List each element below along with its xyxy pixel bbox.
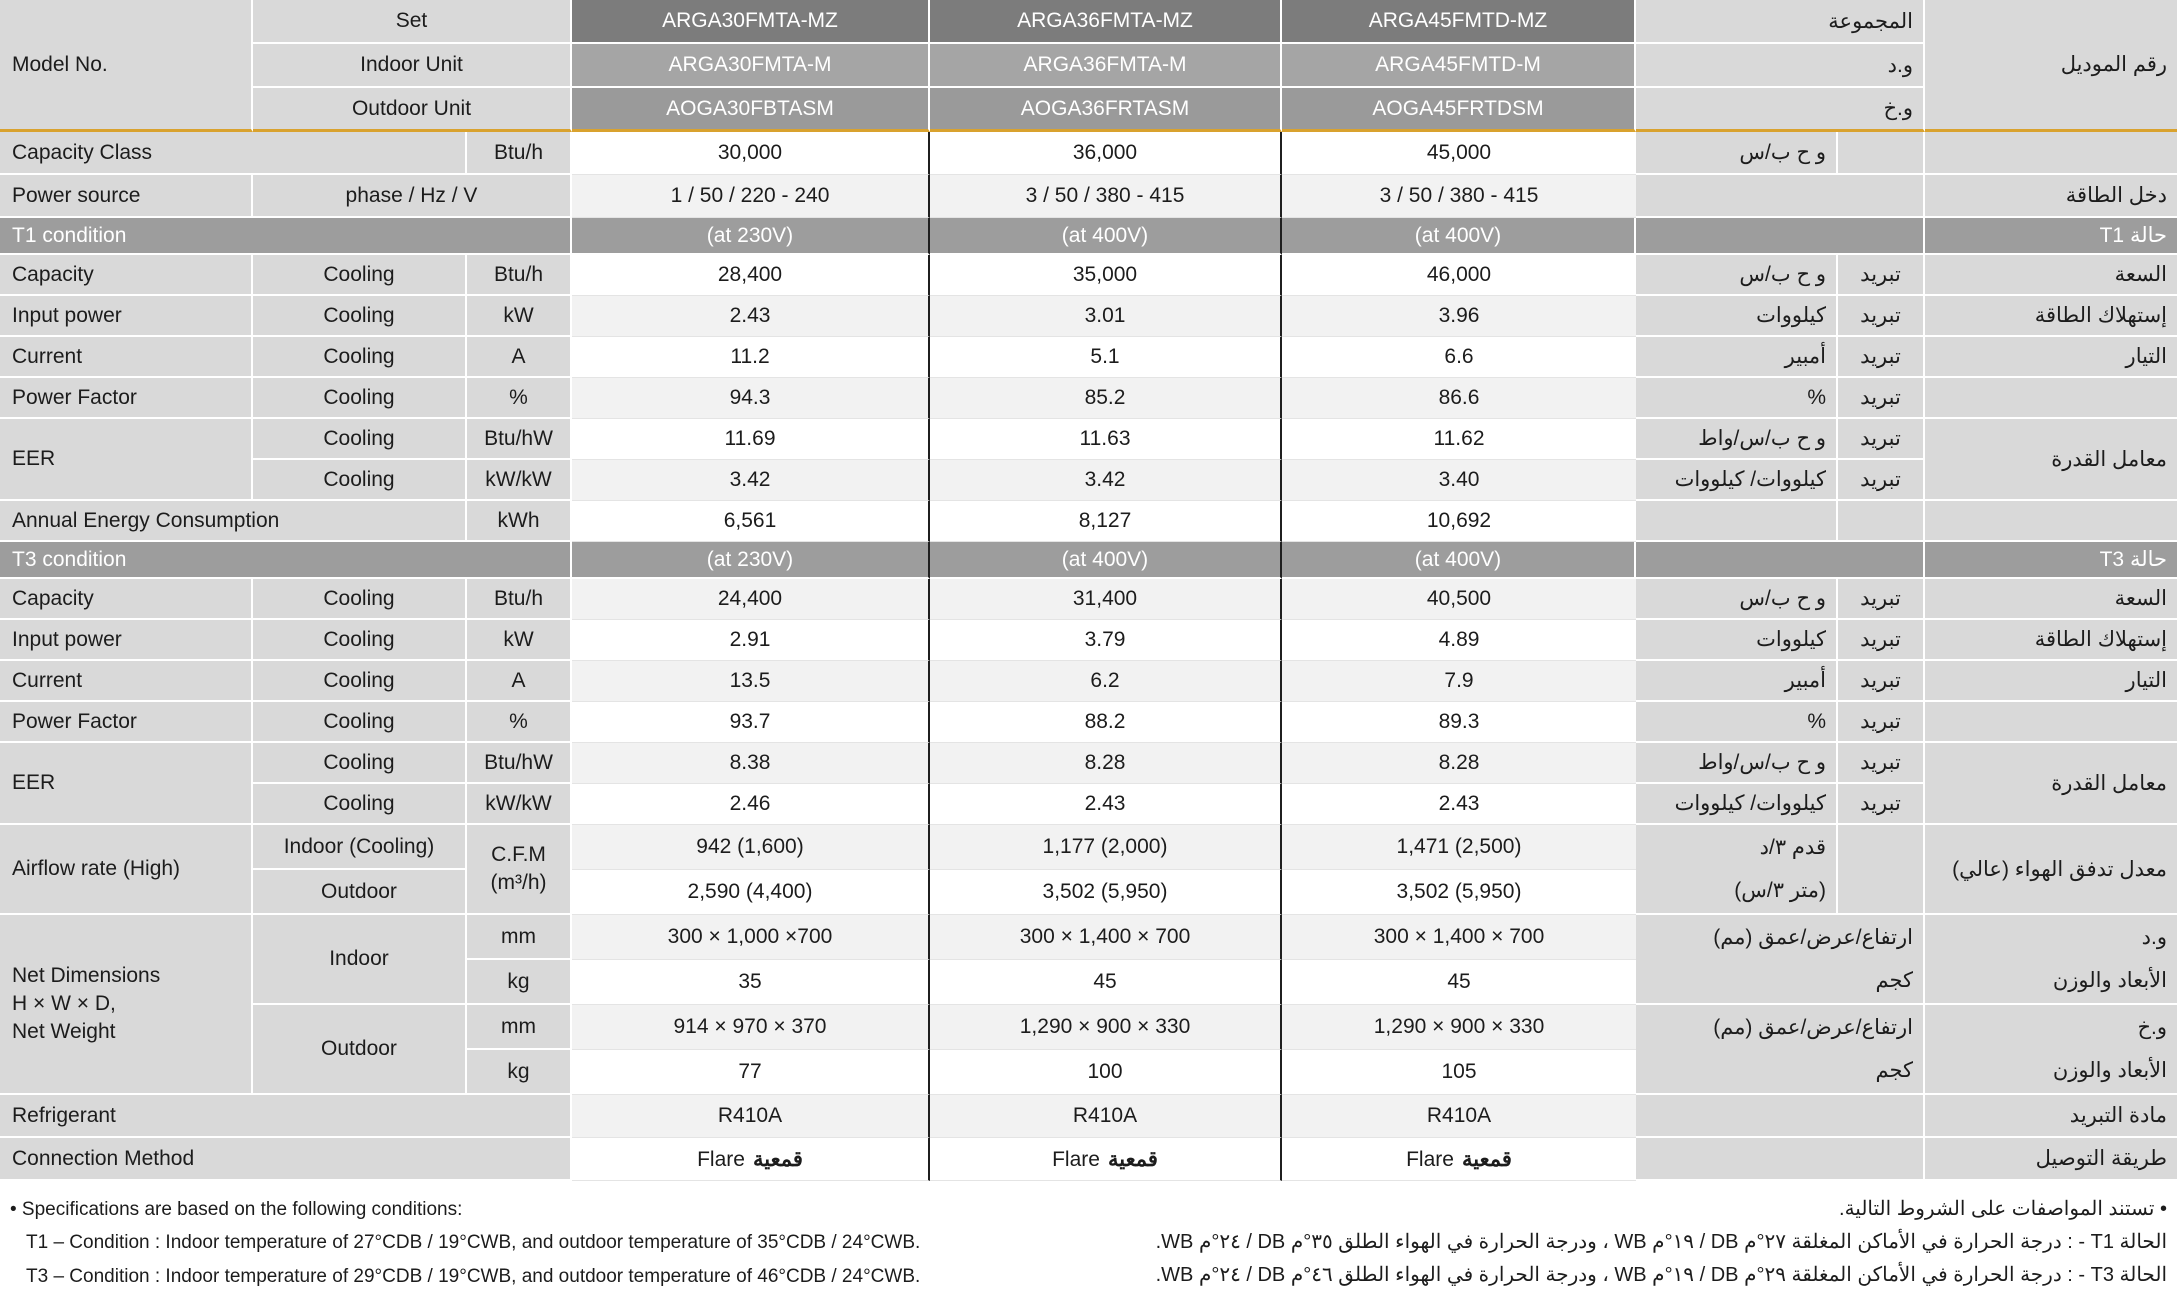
dims-indoor-kg-unit: kg — [467, 960, 572, 1005]
dims-indoor-ar-unit-line2: كجم — [1875, 969, 1913, 992]
t1-current-value-3: 6.6 — [1282, 337, 1636, 378]
empty-cell — [1636, 501, 1838, 542]
dims-indoor-kg-value-3: 45 — [1282, 960, 1636, 1005]
capacity-class-value-1: 30,000 — [572, 132, 930, 175]
t1-capacity-ar-mode: تبريد — [1838, 255, 1925, 296]
t1-capacity-mode: Cooling — [253, 255, 467, 296]
airflow-indoor-mode: Indoor (Cooling) — [253, 825, 467, 870]
dims-outdoor-kg-value-2: 100 — [930, 1050, 1282, 1095]
footnote-ar-conditions: • تستند المواصفات على الشروط التالية. — [1839, 1198, 2167, 1220]
t1-current-value-1: 11.2 — [572, 337, 930, 378]
dims-indoor-mm-value-2: 300 × 1,400 × 700 — [930, 915, 1282, 960]
capacity-class-value-3: 45,000 — [1282, 132, 1636, 175]
model-set-3: ARGA45FMTD-MZ — [1282, 0, 1636, 44]
t1-input-power-value-1: 2.43 — [572, 296, 930, 337]
t1-eer1-mode: Cooling — [253, 419, 467, 460]
t1-eer1-ar-unit: و ح ب/س/واط — [1636, 419, 1838, 460]
dims-indoor-ar-unit — [1636, 915, 1925, 1005]
t3-input-power-value-1: 2.91 — [572, 620, 930, 661]
dims-indoor-mm-value-1: 300 × 1,000 ×700 — [572, 915, 930, 960]
annual-energy-unit: kWh — [467, 501, 572, 542]
row-t1-input-power — [0, 296, 2177, 337]
model-indoor-3: ARGA45FMTD-M — [1282, 44, 1636, 88]
t1-input-power-mode: Cooling — [253, 296, 467, 337]
empty-cell — [1838, 825, 1925, 915]
t3-capacity-mode: Cooling — [253, 579, 467, 620]
t3-capacity-ar-label: السعة — [1925, 579, 2177, 620]
t1-power-factor-mode: Cooling — [253, 378, 467, 419]
t1-eer-ar-label: معامل القدرة — [1925, 419, 2177, 501]
t1-current-mode: Cooling — [253, 337, 467, 378]
t1-input-power-label: Input power — [0, 296, 253, 337]
model-set-1: ARGA30FMTA-MZ — [572, 0, 930, 44]
t3-eer1-value-3: 8.28 — [1282, 743, 1636, 784]
dimensions-label-line2: H × W × D, — [12, 992, 116, 1016]
row-t1-band — [0, 218, 2177, 255]
t1-current-ar-unit: أمبير — [1636, 337, 1838, 378]
dims-outdoor-ar-label — [1925, 1005, 2177, 1095]
connection-value-en: Flare — [697, 1147, 745, 1171]
airflow-outdoor-value-3: 3,502 (5,950) — [1282, 870, 1636, 915]
t3-capacity-label: Capacity — [0, 579, 253, 620]
power-source-ar-label: دخل الطاقة — [1925, 175, 2177, 218]
t3-capacity-value-1: 24,400 — [572, 579, 930, 620]
t3-eer1-mode: Cooling — [253, 743, 467, 784]
model-outdoor-2: AOGA36FRTASM — [930, 88, 1282, 132]
t1-eer2-value-2: 3.42 — [930, 460, 1282, 501]
t1-band-ar-label: حالة T1 — [1925, 218, 2177, 255]
empty-cell — [1636, 1095, 1925, 1138]
empty-cell — [1838, 132, 1925, 175]
annual-energy-value-2: 8,127 — [930, 501, 1282, 542]
dims-outdoor-mm-unit: mm — [467, 1005, 572, 1050]
t1-power-factor-value-1: 94.3 — [572, 378, 930, 419]
dims-outdoor-mm-value-1: 914 × 970 × 370 — [572, 1005, 930, 1050]
t3-eer-ar-label: معامل القدرة — [1925, 743, 2177, 825]
empty-cell — [1636, 175, 1925, 218]
t1-eer-label: EER — [0, 419, 253, 501]
annual-energy-value-1: 6,561 — [572, 501, 930, 542]
empty-cell — [1838, 501, 1925, 542]
dimensions-label — [0, 915, 253, 1095]
footnote-en-t1: T1 – Condition : Indoor temperature of 27°CDB / 19°CWB, and outdoor temperature of 35°CDB / 24°CWB. — [26, 1232, 921, 1254]
row-t3-input-power — [0, 620, 2177, 661]
annual-energy-label: Annual Energy Consumption — [0, 501, 467, 542]
indoor-unit-label: Indoor Unit — [253, 44, 572, 88]
footnote-en-conditions: • Specifications are based on the following conditions: — [10, 1199, 463, 1220]
t1-power-factor-label: Power Factor — [0, 378, 253, 419]
connection-value-ar: قمعية — [1107, 1147, 1158, 1171]
t1-band-volt-1: (at 230V) — [572, 218, 930, 255]
row-t1-capacity — [0, 255, 2177, 296]
dims-indoor-sub: Indoor — [253, 915, 467, 1005]
refrigerant-ar-label: مادة التبريد — [1925, 1095, 2177, 1138]
t3-eer2-unit: kW/kW — [467, 784, 572, 825]
t3-current-value-3: 7.9 — [1282, 661, 1636, 702]
dims-indoor-kg-value-2: 45 — [930, 960, 1282, 1005]
t3-input-power-ar-label: إستهلاك الطاقة — [1925, 620, 2177, 661]
row-t3-capacity — [0, 579, 2177, 620]
t1-eer1-value-1: 11.69 — [572, 419, 930, 460]
t1-eer2-value-1: 3.42 — [572, 460, 930, 501]
t3-input-power-unit: kW — [467, 620, 572, 661]
ar-group-label: المجموعة — [1636, 0, 1925, 44]
dims-outdoor-ar-unit — [1636, 1005, 1925, 1095]
t3-input-power-ar-unit: كيلووات — [1636, 620, 1838, 661]
set-label: Set — [253, 0, 572, 44]
capacity-class-ar-unit: و ح ب/س — [1636, 132, 1838, 175]
airflow-outdoor-mode: Outdoor — [253, 870, 467, 915]
t1-eer1-value-2: 11.63 — [930, 419, 1282, 460]
model-no-label: Model No. — [0, 0, 253, 132]
connection-value-3 — [1282, 1138, 1636, 1181]
airflow-ar-unit — [1636, 825, 1838, 915]
airflow-indoor-value-2: 1,177 (2,000) — [930, 825, 1282, 870]
connection-value-ar: قمعية — [752, 1147, 803, 1171]
t3-eer2-ar-unit: كيلووات/ كيلووات — [1636, 784, 1838, 825]
t1-power-factor-ar-unit: % — [1636, 378, 1838, 419]
t3-power-factor-value-1: 93.7 — [572, 702, 930, 743]
dims-indoor-ar-unit-line1: ارتفاع/عرض/عمق (مم) — [1713, 926, 1913, 949]
airflow-unit-line1: C.F.M — [491, 843, 546, 867]
dims-outdoor-mm-value-2: 1,290 × 900 × 330 — [930, 1005, 1282, 1050]
t3-eer1-unit: Btu/hW — [467, 743, 572, 784]
t1-eer2-unit: kW/kW — [467, 460, 572, 501]
t3-band-label: T3 condition — [0, 542, 572, 579]
t1-capacity-unit: Btu/h — [467, 255, 572, 296]
power-source-label: Power source — [0, 175, 253, 218]
t3-band-ar-label: حالة T3 — [1925, 542, 2177, 579]
t3-capacity-value-2: 31,400 — [930, 579, 1282, 620]
t1-power-factor-value-3: 86.6 — [1282, 378, 1636, 419]
t1-current-unit: A — [467, 337, 572, 378]
t1-capacity-value-3: 46,000 — [1282, 255, 1636, 296]
row-airflow-indoor — [0, 825, 2177, 870]
t3-current-label: Current — [0, 661, 253, 702]
t1-current-value-2: 5.1 — [930, 337, 1282, 378]
t1-current-ar-mode: تبريد — [1838, 337, 1925, 378]
t1-eer2-mode: Cooling — [253, 460, 467, 501]
row-t1-eer-kw — [0, 460, 2177, 501]
empty-cell — [1925, 702, 2177, 743]
t3-power-factor-value-2: 88.2 — [930, 702, 1282, 743]
t3-power-factor-mode: Cooling — [253, 702, 467, 743]
airflow-label: Airflow rate (High) — [0, 825, 253, 915]
connection-value-en: Flare — [1406, 1147, 1454, 1171]
footnotes-ar — [1156, 1193, 2167, 1293]
power-source-value-1: 1 / 50 / 220 - 240 — [572, 175, 930, 218]
t3-capacity-ar-unit: و ح ب/س — [1636, 579, 1838, 620]
connection-value-1 — [572, 1138, 930, 1181]
airflow-outdoor-value-1: 2,590 (4,400) — [572, 870, 930, 915]
dims-outdoor-ar-unit-line1: ارتفاع/عرض/عمق (مم) — [1713, 1016, 1913, 1039]
t3-current-unit: A — [467, 661, 572, 702]
connection-value-ar: قمعية — [1461, 1147, 1512, 1171]
connection-ar-label: طريقة التوصيل — [1925, 1138, 2177, 1181]
empty-cell — [1925, 501, 2177, 542]
row-annual-energy — [0, 501, 2177, 542]
t1-input-power-ar-mode: تبريد — [1838, 296, 1925, 337]
row-t3-power-factor — [0, 702, 2177, 743]
t1-eer2-ar-unit: كيلووات/ كيلووات — [1636, 460, 1838, 501]
model-indoor-2: ARGA36FMTA-M — [930, 44, 1282, 88]
refrigerant-value-1: R410A — [572, 1095, 930, 1138]
airflow-unit-line2: (m³/h) — [490, 871, 547, 894]
airflow-indoor-value-3: 1,471 (2,500) — [1282, 825, 1636, 870]
ar-indoor-label: و.د — [1636, 44, 1925, 88]
t3-eer1-value-2: 8.28 — [930, 743, 1282, 784]
row-dims-indoor-mm — [0, 915, 2177, 960]
capacity-class-unit: Btu/h — [467, 132, 572, 175]
ar-model-no-label: رقم الموديل — [1925, 0, 2177, 132]
dims-indoor-ar-label-line2: الأبعاد والوزن — [2052, 969, 2167, 992]
header-row-set — [0, 0, 2177, 44]
power-source-value-3: 3 / 50 / 380 - 415 — [1282, 175, 1636, 218]
t1-band-volt-2: (at 400V) — [930, 218, 1282, 255]
dims-outdoor-mm-value-3: 1,290 × 900 × 330 — [1282, 1005, 1636, 1050]
t1-capacity-value-1: 28,400 — [572, 255, 930, 296]
t3-power-factor-ar-mode: تبريد — [1838, 702, 1925, 743]
t3-capacity-ar-mode: تبريد — [1838, 579, 1925, 620]
t3-capacity-value-3: 40,500 — [1282, 579, 1636, 620]
t3-power-factor-label: Power Factor — [0, 702, 253, 743]
power-source-sub: phase / Hz / V — [253, 175, 572, 218]
dimensions-label-line3: Net Weight — [12, 1019, 116, 1043]
model-outdoor-1: AOGA30FBTASM — [572, 88, 930, 132]
outdoor-unit-label: Outdoor Unit — [253, 88, 572, 132]
footnotes-en — [10, 1193, 920, 1293]
dims-outdoor-kg-unit: kg — [467, 1050, 572, 1095]
t1-band-label: T1 condition — [0, 218, 572, 255]
capacity-class-value-2: 36,000 — [930, 132, 1282, 175]
t3-power-factor-value-3: 89.3 — [1282, 702, 1636, 743]
row-connection-method — [0, 1138, 2177, 1181]
footnote-ar-t1: الحالة T1 - : درجة الحرارة في الأماكن المغلقة ٢٧°م DB / ١٩°م WB ، ودرجة الحرارة في الهواء الطلق ٣٥°م DB / ٢٤°م WB. — [1155, 1231, 2167, 1253]
row-power-source — [0, 175, 2177, 218]
airflow-outdoor-value-2: 3,502 (5,950) — [930, 870, 1282, 915]
t3-eer-label: EER — [0, 743, 253, 825]
t1-input-power-value-3: 3.96 — [1282, 296, 1636, 337]
empty-cell — [1636, 1138, 1925, 1181]
dims-indoor-mm-value-3: 300 × 1,400 × 700 — [1282, 915, 1636, 960]
t1-capacity-ar-label: السعة — [1925, 255, 2177, 296]
connection-label: Connection Method — [0, 1138, 572, 1181]
t3-input-power-value-2: 3.79 — [930, 620, 1282, 661]
refrigerant-value-3: R410A — [1282, 1095, 1636, 1138]
annual-energy-value-3: 10,692 — [1282, 501, 1636, 542]
footnotes — [0, 1181, 2177, 1293]
airflow-ar-label: معدل تدفق الهواء (عالي) — [1925, 825, 2177, 915]
t1-capacity-value-2: 35,000 — [930, 255, 1282, 296]
t1-input-power-ar-unit: كيلووات — [1636, 296, 1838, 337]
t3-input-power-label: Input power — [0, 620, 253, 661]
row-refrigerant — [0, 1095, 2177, 1138]
t3-current-value-1: 13.5 — [572, 661, 930, 702]
t3-eer2-value-1: 2.46 — [572, 784, 930, 825]
model-outdoor-3: AOGA45FRTDSM — [1282, 88, 1636, 132]
t1-input-power-value-2: 3.01 — [930, 296, 1282, 337]
row-capacity-class — [0, 132, 2177, 175]
t3-current-ar-unit: أمبير — [1636, 661, 1838, 702]
refrigerant-label: Refrigerant — [0, 1095, 572, 1138]
t3-current-ar-label: التيار — [1925, 661, 2177, 702]
header-row-indoor — [0, 44, 2177, 88]
connection-value-en: Flare — [1052, 1147, 1100, 1171]
t3-band-volt-1: (at 230V) — [572, 542, 930, 579]
t1-band-volt-3: (at 400V) — [1282, 218, 1636, 255]
dims-outdoor-ar-unit-line2: كجم — [1875, 1059, 1913, 1082]
row-t3-current — [0, 661, 2177, 702]
t1-capacity-ar-unit: و ح ب/س — [1636, 255, 1838, 296]
t1-power-factor-unit: % — [467, 378, 572, 419]
t3-eer2-ar-mode: تبريد — [1838, 784, 1925, 825]
t1-capacity-label: Capacity — [0, 255, 253, 296]
t3-eer2-mode: Cooling — [253, 784, 467, 825]
t1-eer1-unit: Btu/hW — [467, 419, 572, 460]
dims-outdoor-kg-value-3: 105 — [1282, 1050, 1636, 1095]
header-row-outdoor — [0, 88, 2177, 132]
dims-indoor-kg-value-1: 35 — [572, 960, 930, 1005]
t3-eer1-value-1: 8.38 — [572, 743, 930, 784]
t3-input-power-ar-mode: تبريد — [1838, 620, 1925, 661]
t1-eer2-value-3: 3.40 — [1282, 460, 1636, 501]
t3-power-factor-ar-unit: % — [1636, 702, 1838, 743]
empty-cell — [1925, 132, 2177, 175]
airflow-indoor-value-1: 942 (1,600) — [572, 825, 930, 870]
footnote-ar-t3: الحالة T3 - : درجة الحرارة في الأماكن المغلقة ٢٩°م DB / ١٩°م WB ، ودرجة الحرارة في الهواء الطلق ٤٦°م DB / ٢٤°م WB. — [1155, 1264, 2167, 1286]
empty-cell — [1636, 218, 1925, 255]
power-source-value-2: 3 / 50 / 380 - 415 — [930, 175, 1282, 218]
connection-value-2 — [930, 1138, 1282, 1181]
dims-indoor-mm-unit: mm — [467, 915, 572, 960]
capacity-class-label: Capacity Class — [0, 132, 467, 175]
t3-band-volt-3: (at 400V) — [1282, 542, 1636, 579]
t1-input-power-ar-label: إستهلاك الطاقة — [1925, 296, 2177, 337]
t3-input-power-value-3: 4.89 — [1282, 620, 1636, 661]
refrigerant-value-2: R410A — [930, 1095, 1282, 1138]
t1-eer2-ar-mode: تبريد — [1838, 460, 1925, 501]
t3-current-ar-mode: تبريد — [1838, 661, 1925, 702]
dimensions-label-line1: Net Dimensions — [12, 964, 161, 988]
footnote-en-t3: T3 – Condition : Indoor temperature of 29°CDB / 19°CWB, and outdoor temperature of 46°CDB / 24°CWB. — [26, 1265, 921, 1287]
t3-eer2-value-2: 2.43 — [930, 784, 1282, 825]
model-indoor-1: ARGA30FMTA-M — [572, 44, 930, 88]
t3-current-value-2: 6.2 — [930, 661, 1282, 702]
row-t1-eer-btu — [0, 419, 2177, 460]
dims-outdoor-ar-label-line2: الأبعاد والوزن — [2052, 1059, 2167, 1082]
t3-capacity-unit: Btu/h — [467, 579, 572, 620]
dims-outdoor-ar-label-line1: و.خ — [2137, 1016, 2167, 1039]
t1-eer1-ar-mode: تبريد — [1838, 419, 1925, 460]
dims-outdoor-sub: Outdoor — [253, 1005, 467, 1095]
dims-outdoor-kg-value-1: 77 — [572, 1050, 930, 1095]
t3-eer1-ar-unit: و ح ب/س/واط — [1636, 743, 1838, 784]
row-t3-band — [0, 542, 2177, 579]
t3-band-volt-2: (at 400V) — [930, 542, 1282, 579]
model-set-2: ARGA36FMTA-MZ — [930, 0, 1282, 44]
t1-current-ar-label: التيار — [1925, 337, 2177, 378]
empty-cell — [1925, 378, 2177, 419]
t1-current-label: Current — [0, 337, 253, 378]
t3-current-mode: Cooling — [253, 661, 467, 702]
empty-cell — [1636, 542, 1925, 579]
airflow-ar-unit-line1: قدم ٣/د — [1759, 836, 1826, 859]
row-dims-outdoor-mm — [0, 1005, 2177, 1050]
dims-indoor-ar-label — [1925, 915, 2177, 1005]
t3-eer2-value-3: 2.43 — [1282, 784, 1636, 825]
row-t3-eer-btu — [0, 743, 2177, 784]
t1-eer1-value-3: 11.62 — [1282, 419, 1636, 460]
dims-indoor-ar-label-line1: و.د — [2141, 926, 2167, 949]
t1-power-factor-value-2: 85.2 — [930, 378, 1282, 419]
t3-eer1-ar-mode: تبريد — [1838, 743, 1925, 784]
airflow-unit — [467, 825, 572, 915]
row-t1-current — [0, 337, 2177, 378]
t3-input-power-mode: Cooling — [253, 620, 467, 661]
ar-outdoor-label: و.خ — [1636, 88, 1925, 132]
airflow-ar-unit-line2: (متر ٣/س) — [1734, 879, 1826, 902]
row-t1-power-factor — [0, 378, 2177, 419]
row-t3-eer-kw — [0, 784, 2177, 825]
t3-power-factor-unit: % — [467, 702, 572, 743]
t1-power-factor-ar-mode: تبريد — [1838, 378, 1925, 419]
t1-input-power-unit: kW — [467, 296, 572, 337]
